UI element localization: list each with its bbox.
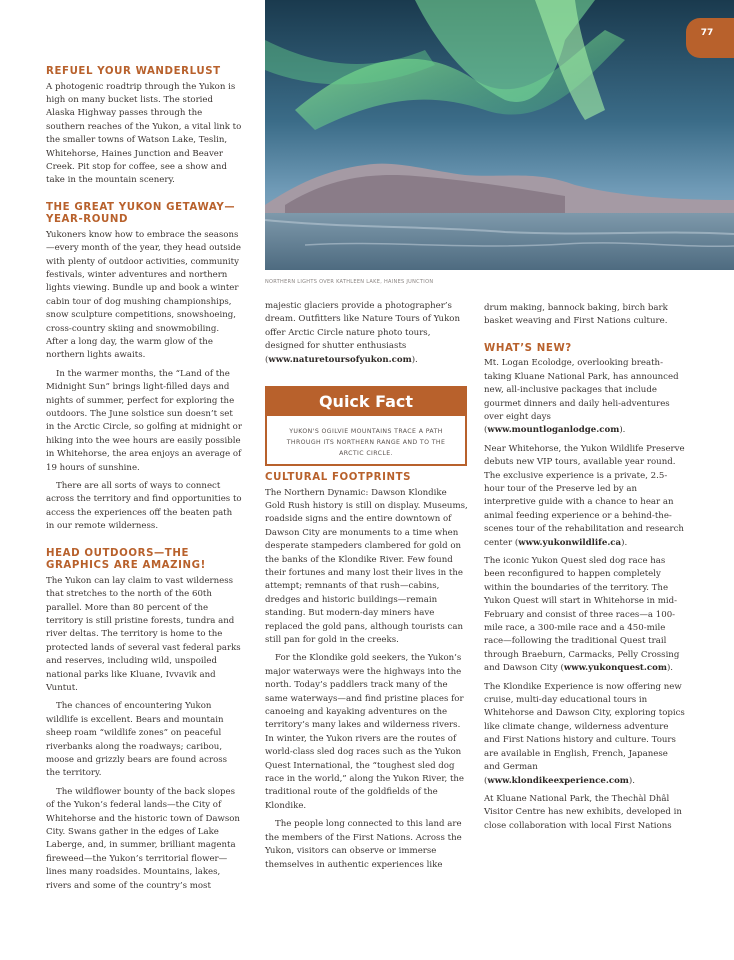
paragraph-text: For the Klondike gold seekers, the Yukon’s major waterways were the highways into the north. Today’s paddlers track many of the same waterways—and find pristine places for canoeing and kayaking adventures on the territory’s many lakes and wilderness rivers. In winter, the Yukon rivers are the routes of world-class sled dog races such as the Yukon Quest International, the “toughest sled dog race in the world,” along the Yukon River, the traditional route of the goldfields of the Klondike.: [265, 653, 465, 811]
section-heading: CULTURAL FOOTPRINTS: [265, 472, 412, 484]
page-number-tab: [686, 18, 734, 58]
section-heading: HEAD OUTDOORS—THE GRAPHICS ARE AMAZING!: [46, 547, 206, 572]
paragraph-text: At Kluane National Park, the Thechàl Dhâl Visitor Centre has new exhibits, developed in close collaboration with local First Nations: [484, 793, 682, 831]
body-paragraph: [265, 652, 468, 813]
website-link[interactable]: www.mountloganlodge.com: [487, 425, 620, 436]
quick-fact-box: [265, 386, 467, 466]
paragraph-text: The chances of encountering Yukon wildlife is excellent. Bears and mountain sheep roam “wildlife zones” on peaceful riverbanks along the roadways; caribou, moose and grizzly bears are found across the territory.: [46, 701, 228, 779]
paragraph-text: The Northern Dynamic: Dawson Klondike Gold Rush history is still on display. Museums, roadside signs and the entire downtown of Dawson City are monuments to a time when desperate stampeders clambered for gold on the banks of the Klondike River. Few found their fortunes and many lost their lives in the attempt; remnants of that rush—cabins, dredges and historic buildings—remain standing. But modern-day miners have replaced the gold pans, although tourists can still pan for gold in the creeks.: [265, 487, 468, 645]
quick-fact-text: YUKON'S OGILVIE MOUNTAINS TRACE A PATH THROUGH ITS NORTHERN RANGE AND TO THE ARCTIC CIRCLE.: [286, 428, 446, 457]
paragraph-text: The Klondike Experience is now offering new cruise, multi-day educational tours in Whitehorse and Dawson City, exploring topics like climate change, wilderness adventure and First Nations history and culture. Tours are available in English, French, Japanese and German: [484, 681, 685, 773]
body-paragraph: [46, 575, 242, 696]
body-paragraph: [46, 368, 242, 475]
aurora-landscape-image: [265, 0, 734, 270]
column-3: [484, 302, 686, 838]
section-heading: WHAT’S NEW?: [484, 342, 572, 354]
body-paragraph: Near Whitehorse, the Yukon Wildlife Preserve debuts new VIP tours, available year round. The exclusive experience is a private, 2.5-hour tour of the Preserve led by an interpretive guide with a chance to hear an animal feeding experience or a behind-the-scenes tour of the rehabilitation and research center (www.yukonwildlife.ca).: [484, 443, 685, 548]
paragraph-text: The Yukon can lay claim to vast wilderness that stretches to the north of the 60th parallel. More than 80 percent of the territory is still pristine forests, tundra and river deltas. The territory is home to the protected lands of several vast federal parks and reserves, including wild, unspoiled national parks like Kluane, Ivvavik and Vuntut.: [46, 575, 241, 693]
body-paragraph: [265, 818, 468, 872]
body-paragraph: [46, 81, 242, 188]
paragraph-text: The iconic Yukon Quest sled dog race has been reconfigured to happen completely within the boundaries of the territory. The Yukon Quest will start in Whitehorse in mid-February and consist of three races—a 100-mile race, a 300-mile race and a 450-mile race—following the traditional Quest trail through Braeburn, Carmacks, Pelly Crossing and Dawson City: [484, 556, 680, 674]
body-paragraph: [484, 793, 686, 833]
paragraph-text: The wildflower bounty of the back slopes of the Yukon’s federal lands—the City of Whitehorse and the historic town of Dawson City. Swans gather in the edges of Lake Laberge, and, in summer, brilliant magenta fireweed—the Yukon’s territorial flower—lines many roadsides. Mountains, lakes, rivers and some of the country’s most: [46, 786, 240, 891]
section-spacer: [484, 334, 686, 343]
body-paragraph: [46, 229, 242, 363]
quick-fact-title: Quick Fact: [267, 388, 465, 416]
body-paragraph: [265, 487, 468, 648]
website-link[interactable]: www.naturetoursofyukon.com: [268, 354, 412, 365]
paragraph-text: A photogenic roadtrip through the Yukon is high on many bucket lists. The storied Alaska Highway passes through the southern reaches of the Yukon, a vital link to the smaller towns of Watson Lake, Teslin, Whitehorse, Haines Junction and Beaver Creek. Pit stop for coffee, see a show and take in the mountain scenery.: [46, 81, 242, 186]
paragraph-text: Near Whitehorse, the Yukon Wildlife Preserve debuts new VIP tours, available year round. The exclusive experience is a private, 2.5-hour tour of the Preserve led by an interpretive guide with a chance to hear an animal feeding experience or a behind-the-scenes tour of the rehabilitation and research center: [484, 443, 685, 548]
body-paragraph: The Klondike Experience is now offering new cruise, multi-day educational tours in Whitehorse and Dawson City, exploring topics like climate change, wilderness adventure and First Nations history and culture. Tours are available in English, French, Japanese and German (www.klondikeexperience.com).: [484, 681, 685, 786]
column-1: [46, 66, 242, 898]
body-paragraph: [46, 480, 242, 534]
paragraph-text: Yukoners know how to embrace the seasons—every month of the year, they head outside with plenty of outdoor activities, community festivals, winter adventures and northern lights viewing. Bundle up and book a winter cabin tour of dog mushing championships, snow sculpture competitions, snowshoeing, cross-country skiing and snowmobiling. After a long day, the warm glow of the northern lights awaits.: [46, 229, 242, 361]
body-paragraph: majestic glaciers provide a photographer’s dream. Outfitters like Nature Tours of Yukon offer Arctic Circle nature photo tours, designed for shutter enthusiasts (www.naturetoursofyukon.com).: [265, 301, 461, 365]
photo-credit: NORTHERN LIGHTS OVER KATHLEEN LAKE, HAINES JUNCTION: [265, 279, 434, 285]
section-spacer: [46, 193, 242, 202]
website-link[interactable]: www.klondikeexperience.com: [487, 775, 629, 786]
paragraph-text: In the warmer months, the “Land of the Midnight Sun” brings light-filled days and nights of summer, perfect for exploring the outdoors. The June solstice sun doesn’t set in the Arctic Circle, so golfing at midnight or hiking into the wee hours are easily possible in Whitehorse, the area enjoys an average of 19 hours of sunshine.: [46, 368, 242, 473]
northern-lights-photo: [265, 0, 734, 270]
body-paragraph: Mt. Logan Ecolodge, overlooking breath-taking Kluane National Park, has announced new, all-inclusive packages that include gourmet dinners and daily heli-adventures over eight days (www.mountloganlodge.com).: [484, 358, 679, 436]
paragraph-text: There are all sorts of ways to connect across the territory and find opportunities to access the experiences off the beaten path in our remote wilderness.: [46, 481, 242, 532]
section-spacer: [46, 539, 242, 548]
body-paragraph: The iconic Yukon Quest sled dog race has been reconfigured to happen completely within the boundaries of the territory. The Yukon Quest will start in Whitehorse in mid-February and consist of three races—a 100-mile race, a 300-mile race and a 450-mile race—following the traditional Quest trail through Braeburn, Carmacks, Pelly Crossing and Dawson City (www.yukonquest.com).: [484, 556, 680, 674]
paragraph-text: majestic glaciers provide a photographer’s dream. Outfitters like Nature Tours of Yukon offer Arctic Circle nature photo tours, designed for shutter enthusiasts: [265, 301, 461, 352]
section-heading: THE GREAT YUKON GETAWAY—YEAR-ROUND: [46, 201, 236, 226]
section-heading: REFUEL YOUR WANDERLUST: [46, 66, 221, 77]
body-paragraph: [46, 700, 242, 780]
body-paragraph: [484, 302, 686, 329]
website-link[interactable]: www.yukonwildlife.ca: [518, 537, 622, 548]
paragraph-text: The people long connected to this land are the members of the First Nations. Across the Yukon, visitors can observe or immerse themselves in authentic experiences like: [265, 819, 462, 870]
body-paragraph: [46, 786, 242, 893]
page-number: 77: [700, 28, 714, 38]
paragraph-text: drum making, bannock baking, birch bark basket weaving and First Nations culture.: [484, 303, 668, 327]
paragraph-text: Mt. Logan Ecolodge, overlooking breath-taking Kluane National Park, has announced new, all-inclusive packages that include gourmet dinners and daily heli-adventures over eight days: [484, 358, 679, 422]
website-link[interactable]: www.yukonquest.com: [563, 663, 667, 674]
